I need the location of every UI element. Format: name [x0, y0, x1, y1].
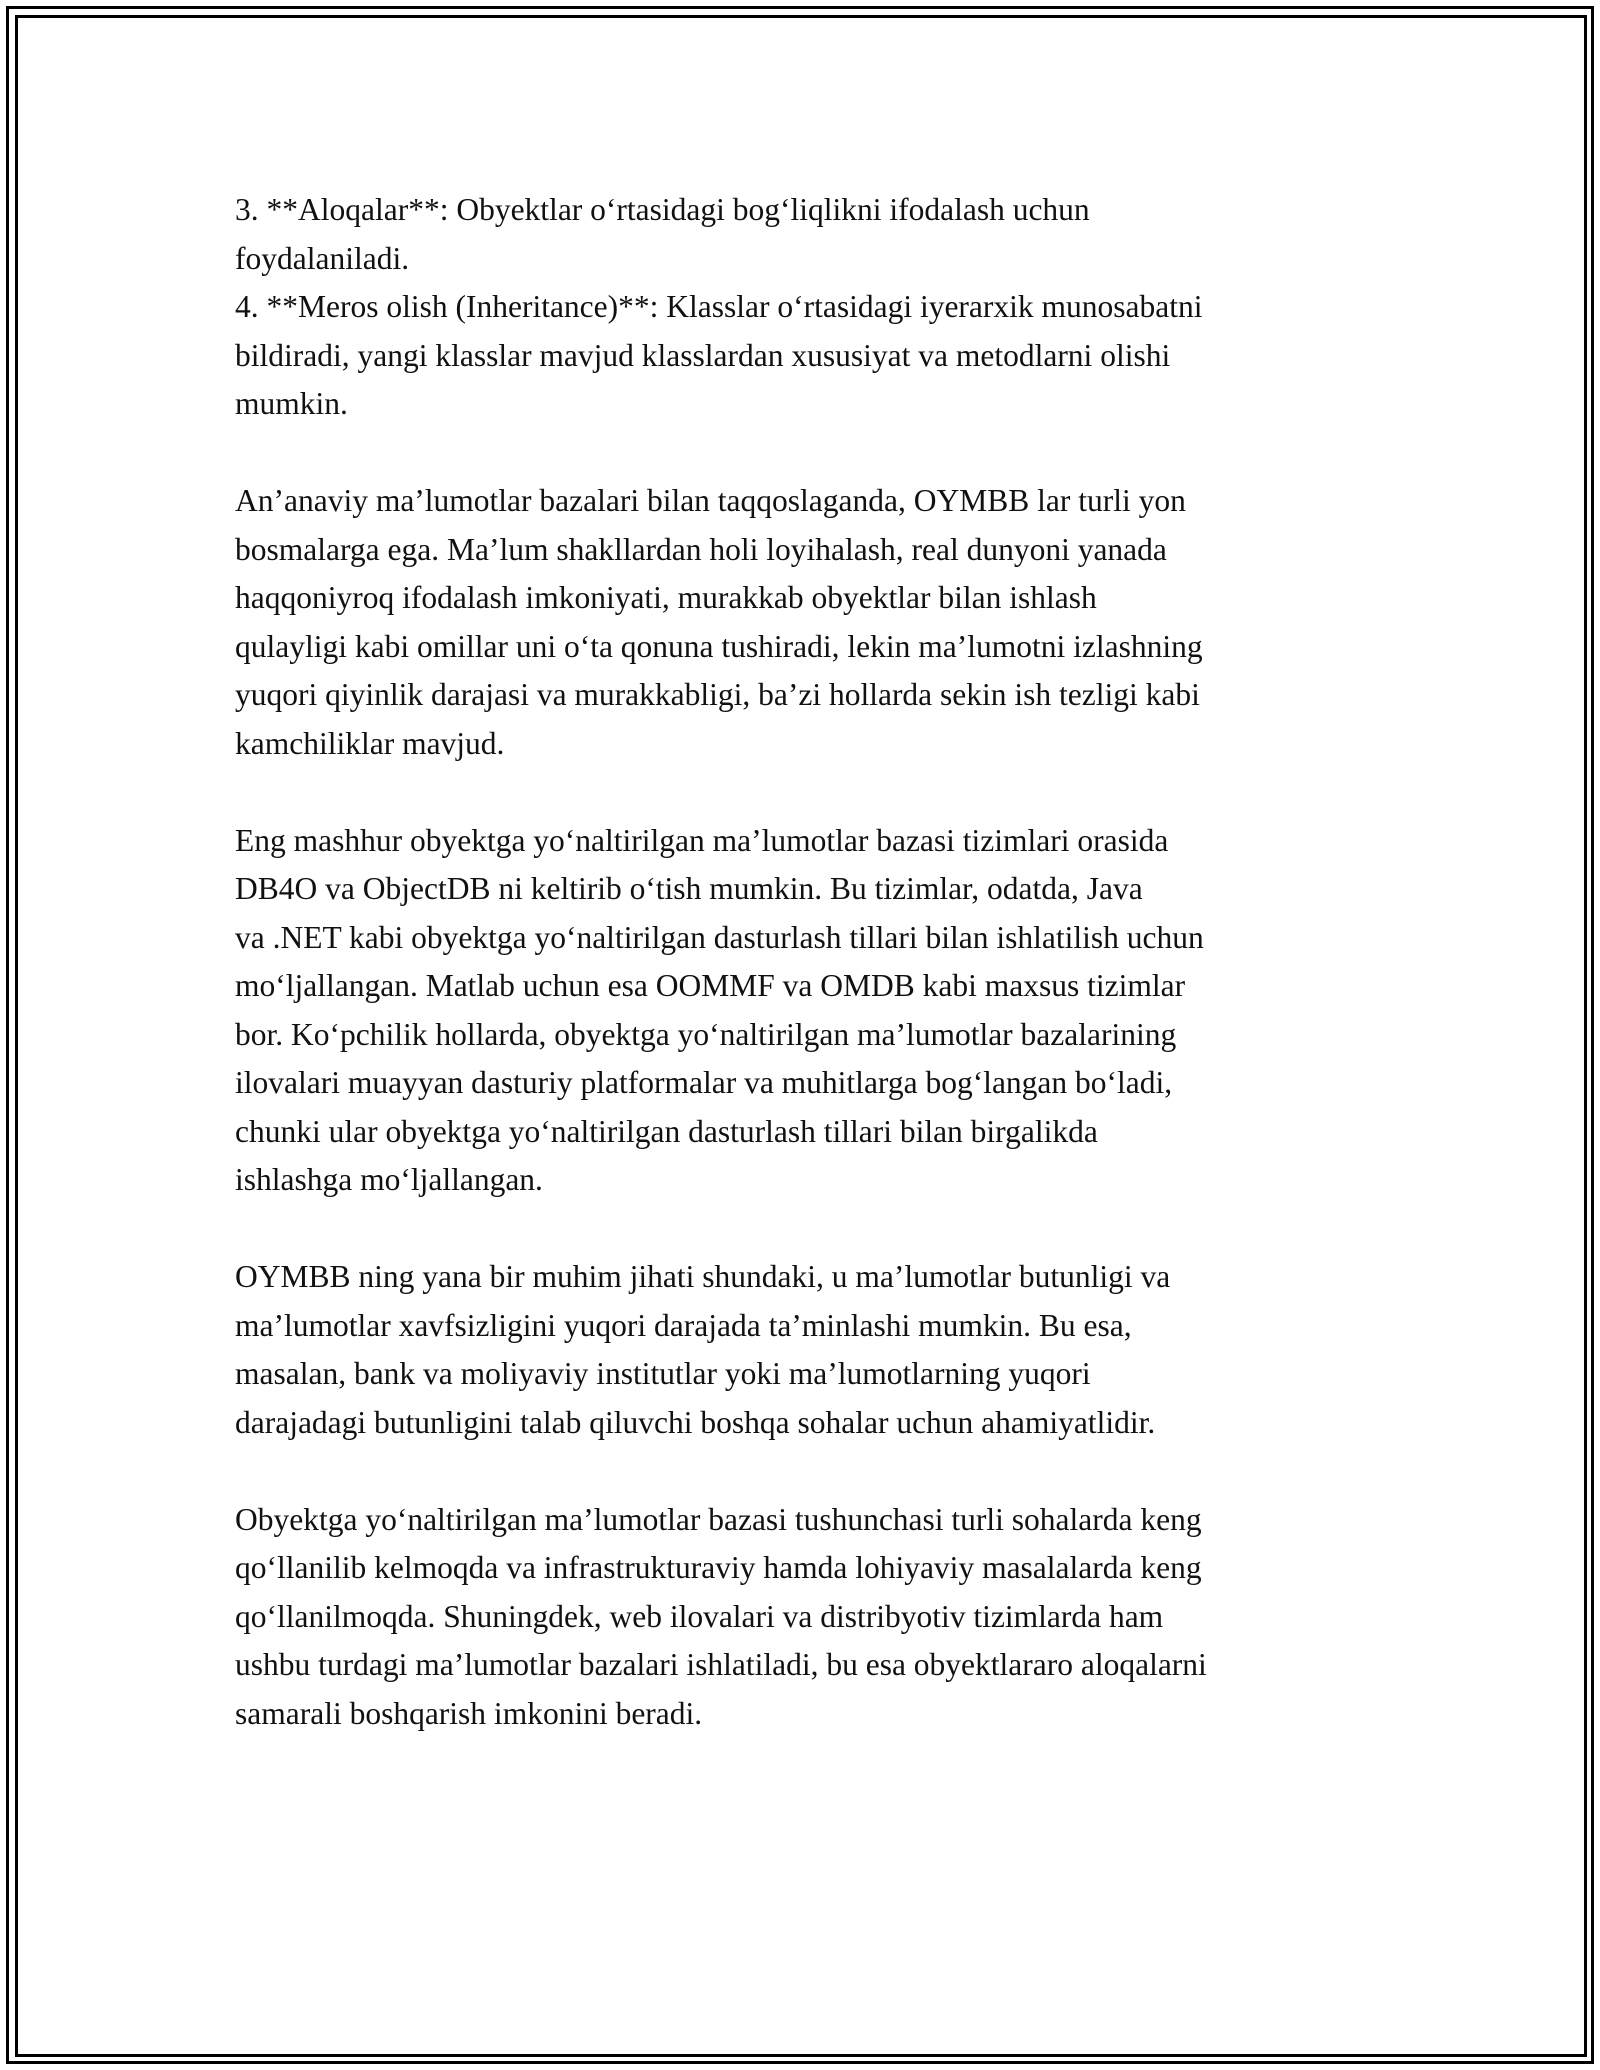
text-line: bor. Ko‘pchilik hollarda, obyektga yo‘naltirilgan ma’lumotlar bazalarining: [235, 1016, 1177, 1052]
text-line: DB4O va ObjectDB ni keltirib o‘tish mumkin. Bu tizimlar, odatda, Java: [235, 871, 1143, 906]
text-line: qo‘llanilmoqda. Shuningdek, web ilovalari va distribyotiv tizimlarda ham: [235, 1598, 1164, 1634]
list-item-aloqalar: [235, 186, 1370, 283]
text-line: mumkin.: [235, 386, 348, 421]
text-line: qulayligi kabi omillar uni o‘ta qonuna tushiradi, lekin ma’lumotni izlashning: [235, 628, 1203, 664]
text-line: samarali boshqarish imkonini beradi.: [235, 1695, 703, 1731]
text-line: 4. **Meros olish (Inheritance)**: Klasslar o‘rtasidagi iyerarxik munosabatni: [235, 289, 1203, 324]
text-line: masalan, bank va moliyaviy institutlar yoki ma’lumotlarning yuqori: [235, 1356, 1091, 1391]
text-line: 3. **Aloqalar**: Obyektlar o‘rtasidagi bog‘liqlikni ifodalash uchun: [235, 192, 1090, 227]
text-line: OYMBB ning yana bir muhim jihati shundaki, u ma’lumotlar butunligi va: [235, 1259, 1171, 1294]
text-line: chunki ular obyektga yo‘naltirilgan dasturlash tillari bilan birgalikda: [235, 1113, 1098, 1149]
text-line: Eng mashhur obyektga yo‘naltirilgan ma’lumotlar bazasi tizimlari orasida: [235, 822, 1169, 858]
list-block: [235, 186, 1370, 429]
text-line: An’anaviy ma’lumotlar bazalari bilan taqqoslaganda, OYMBB lar turli yon: [235, 483, 1186, 518]
text-line: kamchiliklar mavjud.: [235, 725, 505, 761]
text-line: qo‘llanilib kelmoqda va infrastrukturaviy hamda lohiyaviy masalalarda keng: [235, 1550, 1202, 1585]
paragraph-integrity: [235, 1253, 1370, 1447]
list-item-meros-olish: [235, 283, 1370, 429]
text-line: darajadagi butunligini talab qiluvchi boshqa sohalar uchun ahamiyatlidir.: [235, 1404, 1156, 1440]
text-line: va .NET kabi obyektga yo‘naltirilgan dasturlash tillari bilan ishlatilish uchun: [235, 919, 1204, 955]
document-body: [235, 186, 1370, 1787]
text-line: mo‘ljallangan. Matlab uchun esa OOMMF va OMDB kabi maxsus tizimlar: [235, 968, 1186, 1003]
text-line: ma’lumotlar xavfsizligini yuqori darajada ta’minlashi mumkin. Bu esa,: [235, 1307, 1132, 1343]
text-line: bosmalarga ega. Ma’lum shakllardan holi loyihalash, real dunyoni yanada: [235, 531, 1167, 567]
paragraph-popular-systems: [235, 817, 1370, 1205]
text-line: ishlashga mo‘ljallangan.: [235, 1162, 543, 1197]
text-line: ushbu turdagi ma’lumotlar bazalari ishlatiladi, bu esa obyektlararo aloqalarni: [235, 1647, 1207, 1682]
text-line: bildiradi, yangi klasslar mavjud klasslardan xususiyat va metodlarni olishi: [235, 337, 1171, 373]
text-line: haqqoniyroq ifodalash imkoniyati, murakkab obyektlar bilan ishlash: [235, 580, 1097, 615]
paragraph-usage: [235, 1496, 1370, 1739]
text-line: ilovalari muayyan dasturiy platformalar va muhitlarga bog‘langan bo‘ladi,: [235, 1065, 1173, 1100]
paragraph-comparison: [235, 477, 1370, 768]
text-line: yuqori qiyinlik darajasi va murakkabligi, ba’zi hollarda sekin ish tezligi kabi: [235, 677, 1200, 712]
text-line: foydalaniladi.: [235, 240, 410, 276]
text-line: Obyektga yo‘naltirilgan ma’lumotlar bazasi tushunchasi turli sohalarda keng: [235, 1501, 1202, 1537]
